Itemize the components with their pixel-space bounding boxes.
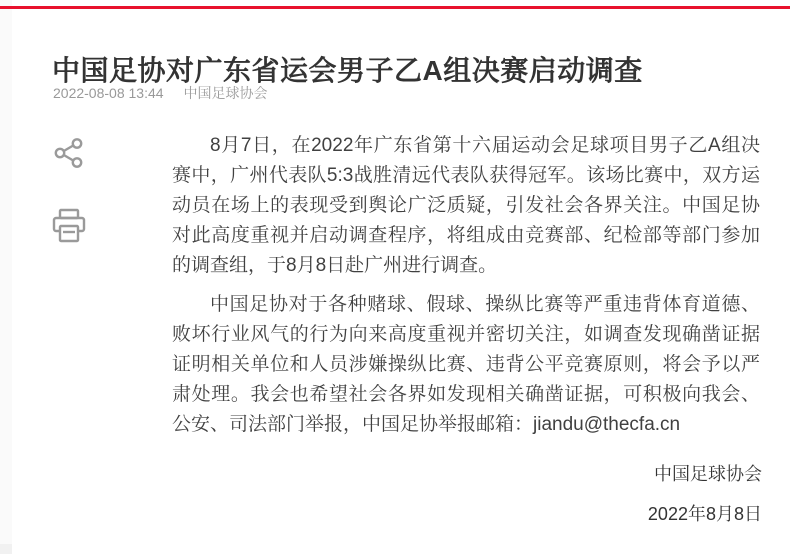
article-paragraph-2: 中国足协对于各种赌球、假球、操纵比赛等严重违背体育道德、败坏行业风气的行为向来高度重视并密切关注，如调查发现确凿证据证明相关单位和人员涉嫌操纵比赛、违背公平竞赛原则，将会予以严肃处理。我会也希望社会各界如发现相关确凿证据，可积极向我会、公安、司法部门举报，中国足协举报邮箱：jiandu@thecfa.cn (172, 294, 760, 435)
publish-datetime: 2022-08-08 13:44 (53, 85, 164, 101)
page-title: 中国足协对广东省运会男子乙A组决赛启动调查 (52, 54, 643, 86)
article-body (172, 131, 760, 449)
article-paragraph-1: 8月7日，在2022年广东省第十六届运动会足球项目男子乙A组决赛中，广州代表队5:3战胜清远代表队获得冠军。该场比赛中，双方运动员在场上的表现受到舆论广泛质疑，引发社会各界关注。中国足协对此高度重视并启动调查程序，将组成由竞赛部、纪检部等部门参加的调查组，于8月8日赴广州进行调查。 (172, 135, 760, 276)
page-bottom-edge (0, 544, 12, 554)
print-button[interactable] (52, 208, 86, 244)
share-icon (53, 157, 85, 172)
article-sign-date: 2022年8月8日 (647, 504, 762, 524)
share-button[interactable] (52, 136, 86, 172)
top-accent-line (0, 6, 790, 9)
article-meta (53, 83, 268, 103)
source-label: 中国足球协会 (183, 85, 268, 101)
article-toolbar (52, 136, 86, 244)
article-signature: 中国足球协会 (654, 464, 762, 484)
print-icon (52, 232, 86, 247)
page-left-gutter (0, 0, 12, 554)
